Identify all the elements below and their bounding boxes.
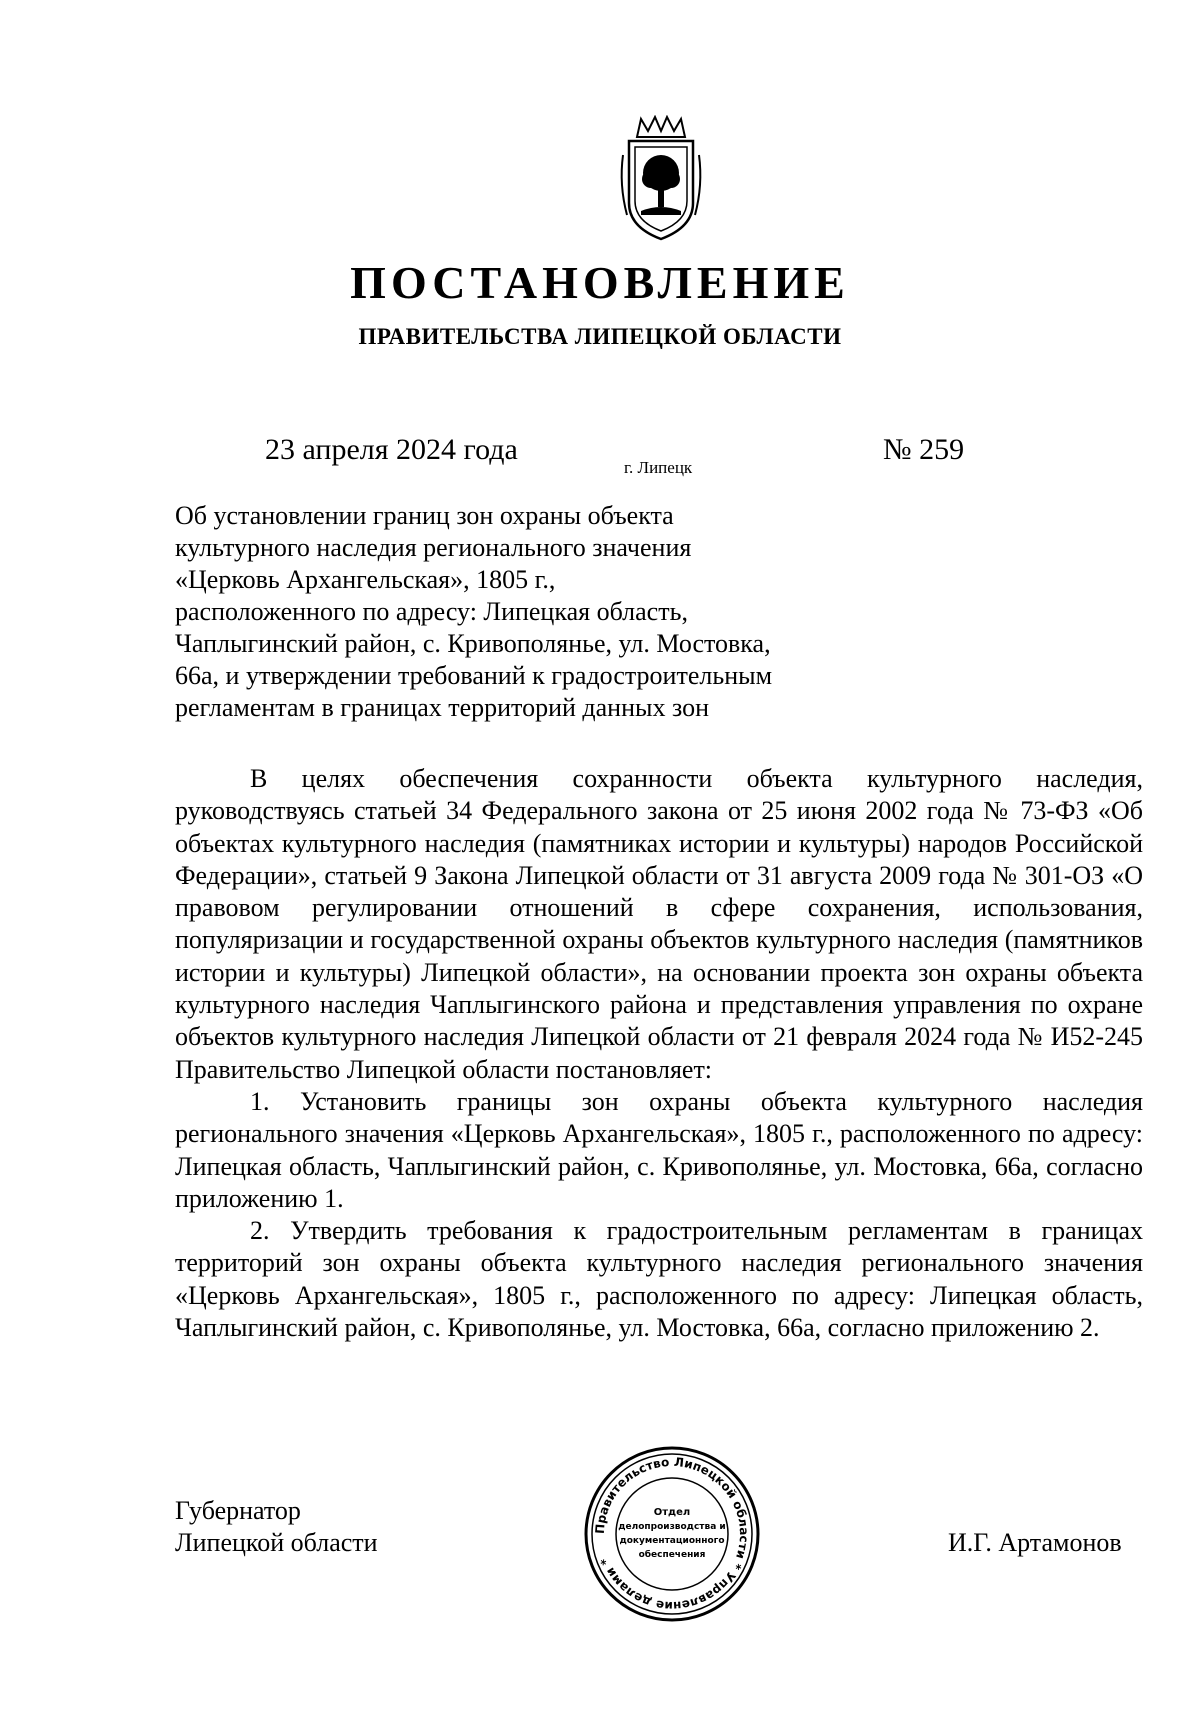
seal-center-line: документационного (619, 1536, 725, 1546)
seal-center-line: делопроизводства и (618, 1522, 726, 1532)
document-date: 23 апреля 2024 года (265, 433, 518, 466)
subject-line: Чаплыгинский район, с. Кривополянье, ул. Мостовка, (175, 629, 771, 658)
seal-ring-text: Правительство Липецкой области * Управление делами * (592, 1454, 752, 1614)
document-number: № 259 (883, 433, 965, 466)
document-subject (175, 500, 895, 724)
subject-line: культурного наследия регионального значения (175, 533, 692, 562)
signatory-position-line: Липецкой области (175, 1528, 378, 1557)
seal-center-line: обеспечения (638, 1550, 706, 1560)
official-seal (583, 1445, 761, 1623)
resolution-item-1: 1. Установить границы зон охраны объекта культурного наследия регионального значения «Церковь Архангельская», 1805 г., расположенного по адресу: Липецкая область, Чаплыгинский район, с. Кривополянье, ул. Мостовка, 66а, согласно приложению 1. (175, 1086, 1143, 1213)
signatory-position-line: Губернатор (175, 1496, 301, 1525)
subject-line: Об установлении границ зон охраны объекта (175, 501, 674, 530)
signatory-name: И.Г. Артамонов (948, 1528, 1122, 1557)
document-subtitle: ПРАВИТЕЛЬСТВА ЛИПЕЦКОЙ ОБЛАСТИ (358, 324, 842, 349)
coat-of-arms-icon (615, 115, 707, 245)
preamble-paragraph: В целях обеспечения сохранности объекта культурного наследия, руководствуясь статьей 34 Федерального закона от 25 июня 2002 года № 73-ФЗ «Об объектах культурного наследия (памятниках истории и культуры) народов Российской Федерации», статьей 9 Закона Липецкой области от 31 августа 2009 года № 301-ОЗ «О правовом регулировании отношений в сфере сохранения, использования, популяризации и государственной охраны объектов культурного наследия (памятников истории и культуры) Липецкой области», на основании проекта зон охраны объекта культурного наследия Чаплыгинского района и представления управления по охране объектов культурного наследия Липецкой области от 21 февраля 2024 года № И52-245 Правительство Липецкой области постановляет: (175, 764, 1143, 1084)
seal-center-line: Отдел (653, 1507, 691, 1518)
signatory-position (175, 1495, 378, 1559)
document-city: г. Липецк (624, 458, 693, 477)
subject-line: 66а, и утверждении требований к градостроительным (175, 661, 773, 690)
resolution-item-2: 2. Утвердить требования к градостроительным регламентам в границах территорий зон охраны объекта культурного наследия регионального значения «Церковь Архангельская», 1805 г., расположенного по адресу: Липецкая область, Чаплыгинский район, с. Кривополянье, ул. Мостовка, 66а, согласно приложению 2. (175, 1216, 1143, 1343)
subject-line: регламентам в границах территорий данных зон (175, 693, 710, 722)
document-body (175, 763, 1143, 1344)
document-title: ПОСТАНОВЛЕНИЕ (350, 257, 850, 308)
subject-line: расположенного по адресу: Липецкая область, (175, 597, 688, 626)
subject-line: «Церковь Архангельская», 1805 г., (175, 565, 556, 594)
